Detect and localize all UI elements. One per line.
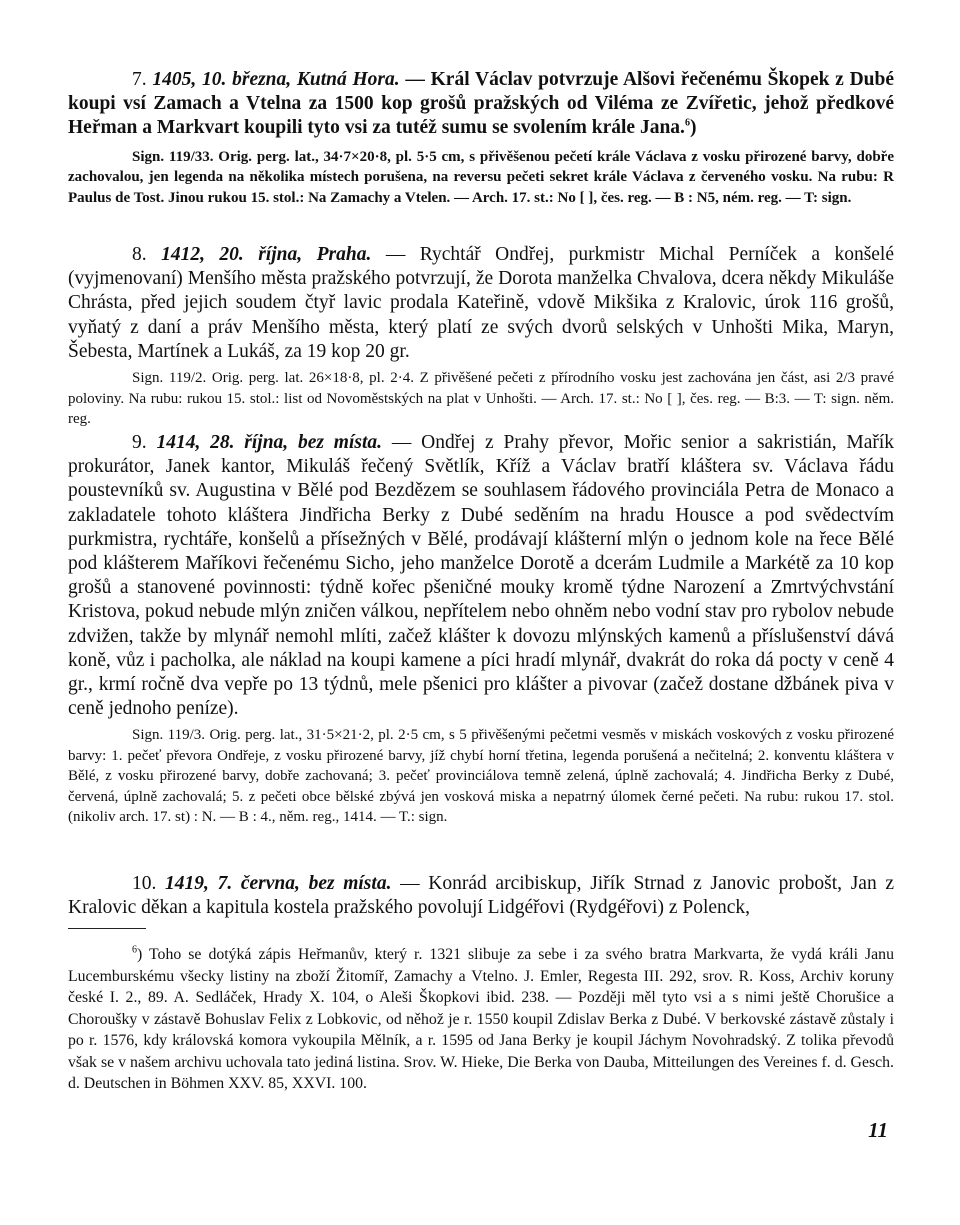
page-number: 11 xyxy=(868,1118,888,1142)
footnote-marker: 6 xyxy=(684,117,690,129)
entry-number: 7. xyxy=(132,69,147,90)
entry-text: — Král Václav potvrzuje Alšovi řečenému Škopek z Dubé koupi vsí Zamach a Vtelna za 1500 kop grošů pražských od Viléma ze Zvířetic, jehož předkové Heřman a Markvart koupili tyto vsi za tutéž sumu se svolením krále Jana. xyxy=(68,69,895,139)
entry-10-main xyxy=(68,872,894,920)
footnote-number: 6 xyxy=(132,944,137,956)
entry-number: 9. xyxy=(132,432,147,453)
entry-9-note: Sign. 119/3. Orig. perg. lat., 31·5×21·2, pl. 2·5 cm, s 5 přivěšenými pečetmi vesměs v miskách voskových z vosku přirozené barvy: 1. pečeť převora Ondřeje, z vosku přirozené barvy, jíž chybí horní třetina, legenda porušená a nečitelná; 2. konventu kláštera v Bělé, z vosku přirozené barvy, dobře zachovaná; 3. pečeť provinciálova temně zelená, úplně zachovalá; 4. Jindřicha Berky z Dubé, červená, úplně zachovalá; 5. z pečeti obce bělské zbývá jen vosková miska a nepatrný úlomek černé pečeti. Na rubu: rukou 17. stol. (nikoliv arch. 17. st) : N. — B : 4., něm. reg., 1414. — T.: sign. xyxy=(68,727,894,826)
footnote-separator xyxy=(68,928,146,929)
entry-date: 1414, 28. října, bez místa. xyxy=(156,432,382,453)
entry-number: 8. xyxy=(132,244,147,265)
entry-date: 1405, 10. března, Kutná Hora. xyxy=(152,69,400,90)
entry-7 xyxy=(68,68,894,208)
footnote: $^6$) Toho se dotýká zápis Heřmanův, který r. 1321 slibuje za sebe i za svého bratra Markvarta, že vydá králi Janu Lucemburskému všecky listiny na zboží Žitomíř, Zamachy a Vtelno. J. Emler, Regesta III. 292, srov. R. Koss, Archiv koruny české I. 2., 89. A. Sedláček, Hrady X. 104, o Aleši Škopkovi ibid. 238. — Později měl tyto vsi a s nimi ještě Chorušice a Choroušky v zástavě Bohuslav Felix z Lobkovic, od něhož je r. 1550 koupil Zdislav Berka z Dubé. V berkovské zástavě zůstaly i po r. 1576, kdy královská komora vykoupila Mělník, a r. 1595 od Jana Berky je koupil Jáchym Novohradský. Z tolika převodů však se v našem archivu uchovala tato jediná listina. Srov. W. Hieke, Die Berka von Dauba, Mitteilungen des Vereines f. d. Gesch. d. Deutschen in Böhmen XXV. 85, XXVI. 100. xyxy=(68,944,894,1092)
entry-9 xyxy=(68,431,894,828)
entry-number: 10. xyxy=(132,873,157,894)
entry-8-note: Sign. 119/2. Orig. perg. lat. 26×18·8, pl. 2·4. Z přivěšené pečeti z přírodního vosku jest zachována jen část, asi 2/3 pravé poloviny. Na rubu: rukou 15. stol.: list od Novoměstských na plat v Unhošti. — Arch. 17. st.: No [ ], čes. reg. — B:3. — T: sign. něm. reg. xyxy=(68,370,894,428)
entry-10 xyxy=(68,872,894,920)
entry-date: 1412, 20. října, Praha. xyxy=(161,244,372,265)
entry-9-main xyxy=(68,431,894,721)
entry-7-main: 7. 1405, 10. března, Kutná Hora. — Král Václav potvrzuje Alšovi řečenému Škopek z Dubé koupi vsí Zamach a Vtelna za 1500 kop grošů pražských od Viléma ze Zvířetic, jehož předkové Heřman a Markvart koupili tyto vsi za tutéž sumu se svolením krále Jana.$^6$) xyxy=(68,69,895,139)
entry-text: — Konrád arcibiskup, Jiřík Strnad z Janovic probošt, Jan z Kralovic děkan a kapitula kostela pražského povolují Lidgéřovi (Rydgéřovi) z Polenck, xyxy=(68,873,895,919)
footnote-text: Toho se dotýká zápis Heřmanův, který r. 1321 slibuje za sebe i za svého bratra Markvarta, že vydá králi Janu Lucemburskému všecky listiny na zboží Žitomíř, Zamachy a Vtelno. J. Emler, Regesta III. 292, srov. R. Koss, Archiv koruny české I. 2., 89. A. Sedláček, Hrady X. 104, o Aleši Škopkovi ibid. 238. — Později měl tyto vsi a s nimi ještě Chorušice a Choroušky v zástavě Bohuslav Felix z Lobkovic, od něhož je r. 1550 koupil Zdislav Berka z Dubé. V berkovské zástavě zůstaly i po r. 1576, kdy královská komora vykoupila Mělník, a r. 1595 od Jana Berky je koupil Jáchym Novohradský. Z tolika převodů však se v našem archivu uchovala tato jediná listina. Srov. W. Hieke, Die Berka von Dauba, Mitteilungen des Vereines f. d. Gesch. d. Deutschen in Böhmen XXV. 85, XXVI. 100. xyxy=(68,946,894,1092)
entry-text: — Rychtář Ondřej, purkmistr Michal Perníček a konšelé (vyjmenovaní) Menšího města pražského potvrzují, že Dorota manželka Chvalova, dcera někdy Mikuláše Chrásta, před jejich soudem čtyř lavic prodala Kateřině, vdově Mikšika z Kralovic, úrok 116 grošů, vyňatý z daní a práv Menšího města, který platí ze svých dvorů selských v Unhošti Mika, Maryn, Šebesta, Martínek a Lukáš, za 19 kop 20 gr. xyxy=(68,244,895,362)
entry-7-note: Sign. 119/33. Orig. perg. lat., 34·7×20·8, pl. 5·5 cm, s přivěšenou pečetí krále Václava z vosku přirozené barvy, dobře zachovalou, jen legenda na několika místech porušena, na reversu pečeti sekret krále Václava z červeného vosku. Na rubu: R Paulus de Tost. Jinou rukou 15. stol.: Na Zamachy a Vtelen. — Arch. 17. st.: No [ ], čes. reg. — B : N5, ném. reg. — T: sign. xyxy=(68,148,894,206)
entry-8-main xyxy=(68,243,894,364)
entry-date: 1419, 7. června, bez místa. xyxy=(165,873,392,894)
entry-8 xyxy=(68,243,894,430)
entry-text: — Ondřej z Prahy převor, Mořic senior a sakristián, Mařík prokurátor, Janek kantor, Mikuláš řečený Světlík, Kříž a Václav bratří kláštera sv. Václava řádu poustevníků sv. Augustina v Bělé pod Bezdězem se souhlasem řádového provinciála Petra de Monaco a zakladatele tohoto kláštera Jindřicha Berky z Dubé seděním na hradu Housce a pod svědectvím purkmistra, rychtáře, konšelů a přísežných v Bělé, prodávají klášterní mlýn o jednom kole na řece Bělé pod klášterem Maříkovi řečenému Sicho, jeho manželce Dorotě a dcerám Ludmile a Markétě za 10 kop grošů a stanovené povinnosti: týdně kořec pšeničné mouky kromě týdne Narození a Zmrtvýchvstání Kristova, pokud nebude mlýn zničen válkou, nepřítelem nebo ohněm nebo vodní stav pro rybolov nebude zdvižen, takže by mlynář nemohl mlíti, začež klášter k dovozu mlýnských kamenů a příslušenství dává koně, vůz i pacholka, ale náklad na koupi kamene a píci hradí mlynář, dvakrát do roka dá pocty v ceně 4 gr., krmí ročně dva vepře po 13 týdnů, mele pšenici pro klášter a pivovar (začež dostane džbánek piva v ceně jednoho peníze). xyxy=(68,432,895,720)
